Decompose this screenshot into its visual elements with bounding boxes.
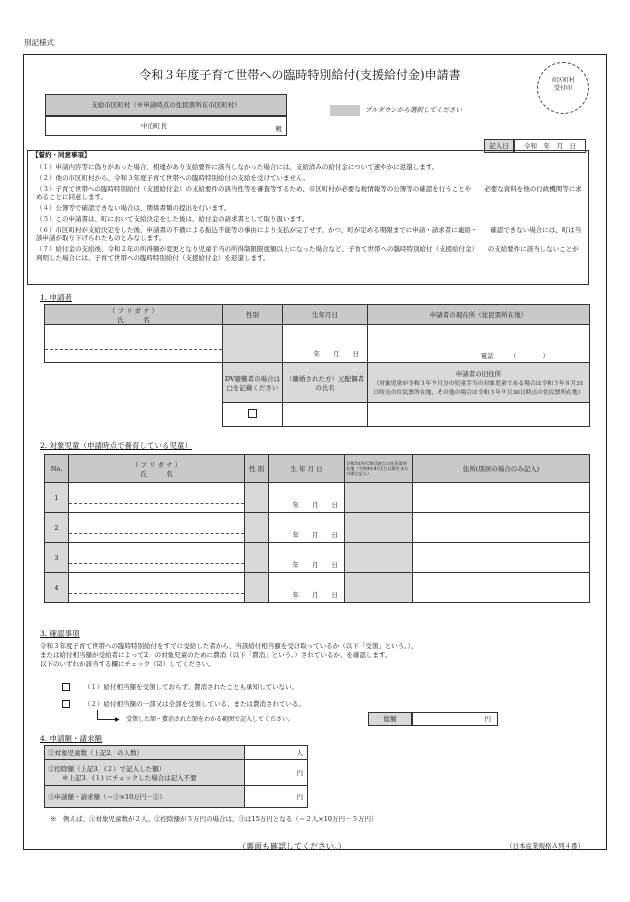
municipality-label-text: 支給市区町村（※申請時点の住民票所在市区町村） <box>91 101 241 109</box>
dob-ymd: 年 月 日 <box>313 350 359 358</box>
child-address-field[interactable] <box>413 573 590 603</box>
row2-unit: 円 <box>296 769 303 777</box>
dv-label: DV避難者の場合は□を記載ください <box>223 363 283 403</box>
child-name-field[interactable] <box>69 543 245 573</box>
dropdown-hint: プルダウンから選択してください <box>365 106 462 114</box>
amount-table <box>44 745 308 808</box>
row-number: 3 <box>45 543 69 573</box>
form-label: 別記様式 <box>24 38 54 47</box>
child-note-field[interactable] <box>345 513 413 543</box>
row3-field[interactable] <box>245 786 308 808</box>
section3-para1: 令和３年度子育て世帯への臨時特別給付をすでに受給した者から、当該給付相当額を受け取っているか（以下「受領」という。）、 <box>40 642 418 650</box>
arrow-line <box>97 719 117 720</box>
pledge-item: （４）公簿等で確認できない場合は、関係書類の提出を行います。 <box>36 204 231 213</box>
child-note-field[interactable] <box>345 483 413 513</box>
dv-checkbox-cell[interactable] <box>223 403 283 427</box>
municipality-select[interactable] <box>45 116 287 136</box>
child-dob-header: 生 年 月 日 <box>269 455 345 483</box>
old-address-note: （対象児童が令和３年９月分の児童手当の対象児童である場合は令和３年８月31日時点の住民票所在地、その他の場合は令和３年９月30日時点の住民票所在地） <box>373 381 584 396</box>
back-note: （裏面も確認してください。） <box>238 842 346 851</box>
total-unit: 円 <box>484 715 491 723</box>
child-name-field[interactable] <box>69 483 245 513</box>
entry-date-field[interactable]: 令和 年 月 日 <box>514 139 586 153</box>
old-address-title: 申請者の旧住所 <box>455 370 502 378</box>
section4-heading: 4. 申請額・請求額 <box>40 734 103 743</box>
child-dob-field[interactable] <box>269 483 345 513</box>
child-dob-ymd: 年 月 日 <box>292 591 338 599</box>
child-note-header: 令和3年9月30日時点の住民票所在地（令和4年4月1日以降生まれの場合記入） <box>345 455 413 483</box>
child-name-header <box>69 455 245 483</box>
child-note-field[interactable] <box>345 543 413 573</box>
pledge-item: （５）この申請書は、町において支給決定をした後は、給付金の請求書として取り扱います。 <box>36 214 309 223</box>
table-row <box>45 513 590 543</box>
dv-checkbox[interactable] <box>248 409 257 418</box>
option1[interactable] <box>62 683 298 692</box>
pledge-item: （７）給付金の支給後、令和２年の所得額が変更となり児童手当の所得制限限度額以上になった場合など、子育て世帯への臨時特別給付（支援給付金） の支給要件に該当しないことが判明した場合には、子育て世帯への臨時特別給付（支援給付金）を返還します。 <box>36 245 579 262</box>
pledge-item: （２）他の市区町村から、令和３年度子育て世帯への臨時特別給付の支給を受けていません。 <box>36 173 310 182</box>
section3-heading: 3. 確認事項 <box>40 629 80 638</box>
pledge-item: （３）子育て世帯への臨時特別給付（支援給付金）の支給要件の該当性等を審査等するため、市区町村が必要な税情報等の公簿等の確認を行うことや 必要な資料を他の行政機関等に求めることに同意します。 <box>36 184 582 202</box>
child-dob-ymd: 年 月 日 <box>292 531 338 539</box>
row-number: 1 <box>45 483 69 513</box>
row-number: 4 <box>45 573 69 603</box>
old-address-header <box>368 363 590 403</box>
section3-para3: 以下のいずれか該当する欄にチェック（☑）してください。 <box>40 659 215 668</box>
applicant-table <box>44 304 590 427</box>
row2-label-b: ※上記3．(１) にチェックした場合は記入不要 <box>62 773 197 782</box>
stamp-line1: 市区町村 <box>550 77 575 84</box>
row-number: 2 <box>45 513 69 543</box>
row2-label <box>45 760 245 786</box>
child-dob-field[interactable] <box>269 573 345 603</box>
total-field[interactable] <box>412 712 498 726</box>
total-label: 総額 <box>368 712 412 726</box>
child-gender-header: 性 別 <box>245 455 269 483</box>
address-header: 申請者の現在所（住民票所在地） <box>368 305 590 325</box>
child-name-field[interactable] <box>69 573 245 603</box>
child-address-field[interactable] <box>413 543 590 573</box>
name-label: 氏 名 <box>117 315 150 324</box>
applicant-gender-field[interactable] <box>223 325 283 363</box>
child-dob-ymd: 年 月 日 <box>292 561 338 569</box>
municipality-label <box>45 94 287 116</box>
row1-unit: 人 <box>296 749 303 757</box>
child-address-field[interactable] <box>413 483 590 513</box>
row3-label: ③申請額・請求額（＝①×10万円－②） <box>45 786 245 808</box>
pledge-item: （６）市区町村が支給決定をした後、申請書の不備による振込不能等の事由により支払が完了せず、かつ、町が定める期限までに申請・請求者に連絡・ 確認できない場合には、町は当該申請が取り下げられたものとみなします。 <box>36 225 582 243</box>
child-dob-ymd: 年 月 日 <box>292 501 338 509</box>
section3-para2: または給付相当額が受給者によって2．の対象児童のために費消（以下「費消」という。）されているか、を確認します。 <box>40 650 392 659</box>
table-row <box>45 543 590 573</box>
option2[interactable] <box>62 700 305 709</box>
row2-label-a: ②控除額（上記3．(２）で記入した額） <box>48 764 166 773</box>
child-dob-field[interactable] <box>269 543 345 573</box>
option1-checkbox[interactable] <box>62 683 70 691</box>
entry-date-label: 記入日 <box>484 139 514 153</box>
no-header: No. <box>45 455 69 483</box>
option2-label: （２）給付相当額の一部又は全部を受領している、または費消されている。 <box>84 700 305 708</box>
child-name-field[interactable] <box>69 513 245 543</box>
gender-header: 性別 <box>223 305 283 325</box>
example-note: ※ 例えば、①対象児童数が２人、②控除額が５万円の場合は、③は15万円となる（＝２人×10万円－５万円） <box>50 815 378 823</box>
pledge-item: （１）申請内容等に偽りがあった場合、相違があり支給要件に該当しなかった場合には、支給済みの給付金について速やかに返還します。 <box>36 163 439 171</box>
stamp-line2: 受付印 <box>553 84 572 92</box>
section3-text <box>40 642 590 668</box>
option2-checkbox[interactable] <box>62 700 70 708</box>
option1-label: （１）給付相当額を受領しておらず、費消されたことも承知していない。 <box>84 683 298 691</box>
pledge-heading: 【誓約・同意事項】 <box>32 151 91 159</box>
table-row <box>45 573 590 603</box>
child-gender-field[interactable] <box>245 483 269 513</box>
child-gender-field[interactable] <box>245 513 269 543</box>
dropdown-swatch <box>330 105 360 116</box>
applicant-name-field[interactable] <box>45 325 223 363</box>
pledge-list <box>36 163 584 263</box>
reception-stamp <box>537 62 589 114</box>
child-note-field[interactable] <box>345 573 413 603</box>
section2-heading: 2. 対象児童（申請時点で養育している児童） <box>40 441 193 450</box>
phone-label: 電話 （ ） <box>480 352 549 360</box>
furigana-label: （ フ リ ガ ナ ） <box>108 306 159 315</box>
mayor-name: 中泊町長 <box>141 122 167 130</box>
dono-text: 殿 <box>275 125 282 133</box>
child-gender-field[interactable] <box>245 573 269 603</box>
child-furigana-label: （ フ リ ガ ナ ） <box>131 460 182 469</box>
applicant-address-field[interactable] <box>368 325 590 363</box>
applicant-dob-field[interactable] <box>283 325 368 363</box>
row1-field[interactable] <box>245 746 308 760</box>
spouse-label: （離婚された方）元配偶者の氏名 <box>283 363 368 403</box>
row3-unit: 円 <box>296 793 303 801</box>
old-address-field[interactable] <box>368 403 590 427</box>
child-address-header: 住所(別居の場合のみ記入) <box>413 455 590 483</box>
child-gender-field[interactable] <box>245 543 269 573</box>
child-address-field[interactable] <box>413 513 590 543</box>
furigana-header <box>45 305 223 325</box>
dob-header: 生年月日 <box>283 305 368 325</box>
child-name-label: 氏 名 <box>140 469 173 478</box>
row1-label: ①対象児童数（上記2．の人数） <box>45 746 245 760</box>
section1-heading: 1. 申請者 <box>40 293 73 302</box>
page-title: 令和３年度子育て世帯への臨時特別給付(支援給付金)申請書 <box>139 68 461 82</box>
child-dob-field[interactable] <box>269 513 345 543</box>
jis-note: （日本産業規格Ａ列４番） <box>506 842 584 850</box>
children-table <box>44 454 590 603</box>
arrow-head-icon: ▶ <box>115 716 120 723</box>
table-row <box>45 483 590 513</box>
arrow-note: 受領した額・費消された額をわかる範囲で記入してください。 <box>126 716 295 723</box>
spouse-name-field[interactable] <box>283 403 368 427</box>
row2-field[interactable] <box>245 760 308 786</box>
